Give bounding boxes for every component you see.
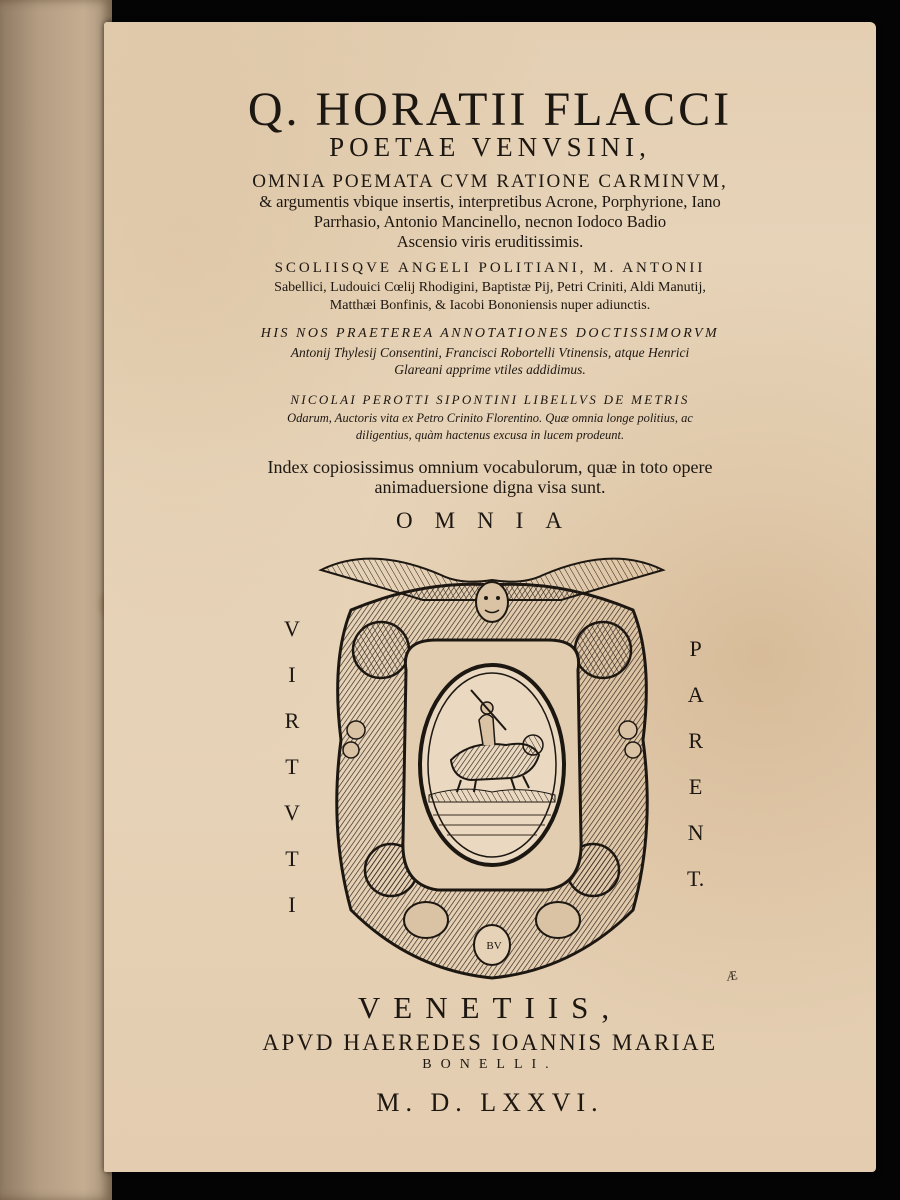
device-motto-left-letter: T bbox=[285, 846, 299, 871]
imprint-date: M. D. LXXVI. bbox=[376, 1088, 604, 1117]
device-motto-right-letter: R bbox=[688, 728, 703, 753]
subtitle-line: Ascensio viris eruditissimis. bbox=[396, 232, 584, 251]
printers-device-woodcut bbox=[311, 540, 673, 980]
scholia-line: Sabellici, Ludouici Cœlij Rhodigini, Baptistæ Pij, Petri Criniti, Aldi Manutij, bbox=[274, 280, 706, 295]
subtitle-line: & argumentis vbique insertis, interpretibus Acrone, Porphyrione, Iano bbox=[259, 192, 721, 211]
device-motto-top: OMNIA bbox=[396, 508, 584, 533]
device-motto-right bbox=[687, 637, 704, 891]
device-motto-right-letter: N bbox=[687, 820, 704, 845]
device-motto-left-letter: T bbox=[285, 754, 299, 779]
handwritten-margin-note: Æ bbox=[724, 967, 739, 984]
device-motto-left-letter: I bbox=[288, 892, 296, 917]
page-title: Q. HORATII FLACCI bbox=[247, 83, 733, 136]
perotti-line: NICOLAI PEROTTI SIPONTINI LIBELLVS DE METRIS bbox=[290, 392, 690, 407]
device-motto-left-letter: V bbox=[284, 800, 300, 825]
device-motto-left-letter: I bbox=[288, 662, 296, 687]
imprint-printer-name: BONELLI. bbox=[422, 1057, 558, 1072]
subtitle-line: OMNIA POEMATA CVM RATIONE CARMINVM, bbox=[252, 171, 728, 192]
device-motto-right-letter: E bbox=[688, 774, 703, 799]
imprint-city: VENETIIS, bbox=[357, 990, 623, 1025]
device-motto-right-letter: P bbox=[689, 636, 702, 661]
scholia-line: SCOLIISQVE ANGELI POLITIANI, M. ANTONII bbox=[274, 260, 706, 276]
device-motto-right-letter: T. bbox=[687, 866, 705, 891]
left-page-edge bbox=[0, 0, 112, 1200]
annotations-line: HIS NOS PRAETEREA ANNOTATIONES DOCTISSIMORVM bbox=[260, 326, 720, 341]
scholia-line: Matthæi Bonfinis, & Iacobi Bononiensis nuper adiunctis. bbox=[329, 298, 651, 313]
annotations-line: Glareani apprime vtiles addidimus. bbox=[394, 362, 586, 377]
device-motto-left bbox=[284, 617, 300, 917]
imprint-printer: APVD HAEREDES IOANNIS MARIAE bbox=[262, 1030, 718, 1055]
index-line: animaduersione digna visa sunt. bbox=[374, 477, 606, 497]
device-motto-left-letter: V bbox=[284, 616, 300, 641]
device-motto-right-letter: A bbox=[687, 682, 704, 707]
device-monogram: BV bbox=[486, 940, 502, 952]
device-motto-left-letter: R bbox=[284, 708, 300, 733]
perotti-line: Odarum, Auctoris vita ex Petro Crinito Florentino. Quæ omnia longe politius, ac bbox=[287, 411, 693, 425]
annotations-line: Antonij Thylesij Consentini, Francisci Robortelli Vtinensis, atque Henrici bbox=[290, 345, 690, 360]
title-page bbox=[104, 22, 876, 1172]
subtitle-line: Parrhasio, Antonio Mancinello, necnon Iodoco Badio bbox=[313, 212, 667, 231]
page-subtitle: POETAE VENVSINI, bbox=[329, 132, 651, 162]
index-line: Index copiosissimus omnium vocabulorum, quæ in toto opere bbox=[267, 457, 713, 477]
perotti-line: diligentius, quàm hactenus excusa in lucem prodeunt. bbox=[355, 428, 625, 442]
